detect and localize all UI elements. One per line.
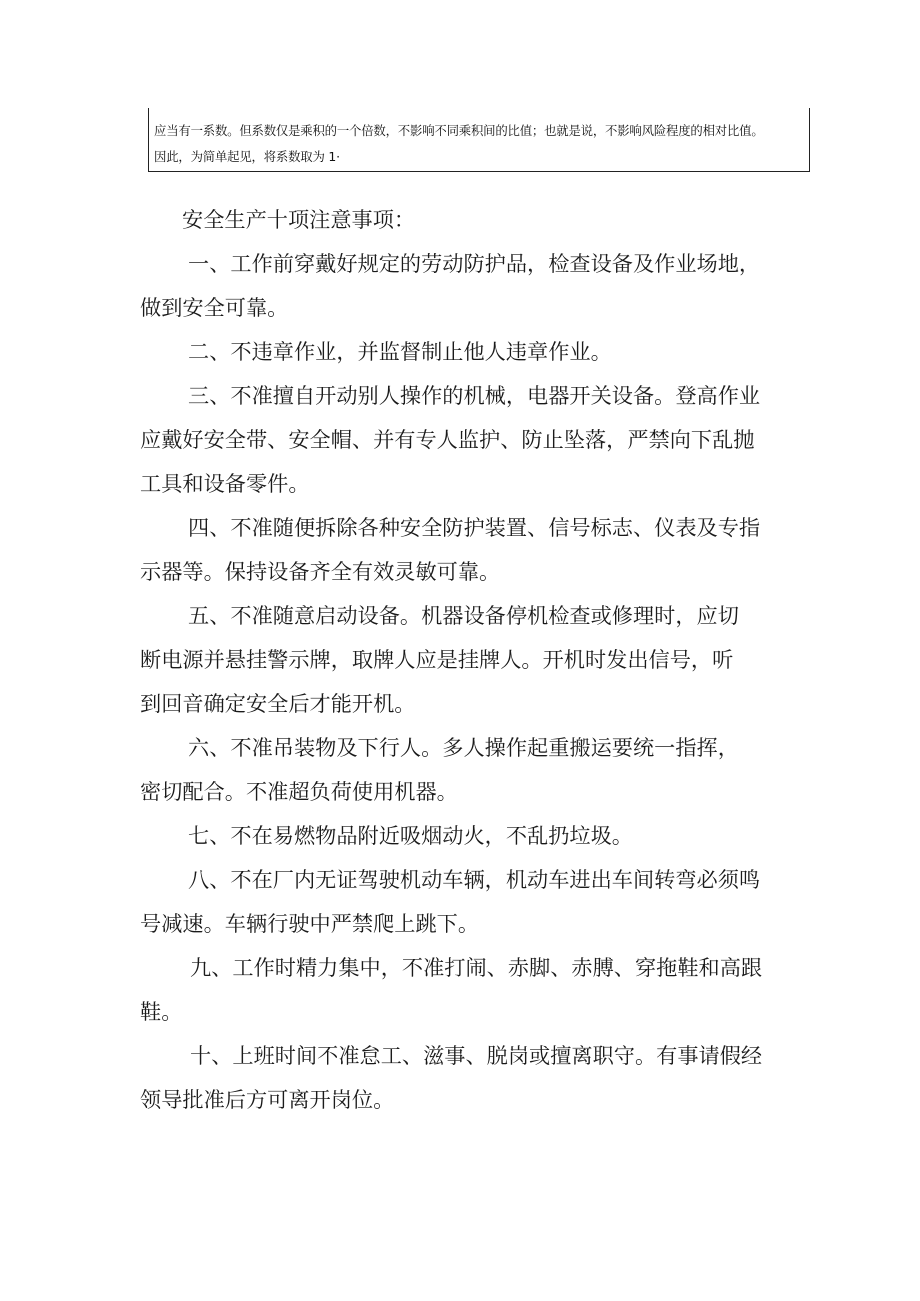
item-line: 九、工作时精力集中，不准打闹、赤脚、赤膊、穿拖鞋和高跟 [190, 955, 763, 980]
item-4 [140, 506, 840, 594]
note-line: 因此，为简单起见，将系数取为 1· [154, 149, 340, 164]
item-6 [140, 726, 840, 814]
note-line: 应当有一系数。但系数仅是乘积的一个倍数，不影响不同乘积间的比值；也就是说，不影响风险程度的相对比值。 [154, 123, 764, 138]
item-line: 一、工作前穿戴好规定的劳动防护品，检查设备及作业场地， [188, 251, 761, 276]
item-line: 五、不准随意启动设备。机器设备停机检查或修理时，应切 [188, 603, 739, 628]
item-line: 鞋。 [140, 999, 183, 1024]
item-5 [140, 594, 840, 726]
table-note-box [148, 108, 810, 172]
item-line: 十、上班时间不准怠工、滋事、脱岗或擅离职守。有事请假经 [190, 1043, 763, 1068]
item-line: 二、不违章作业，并监督制止他人违章作业。 [188, 339, 612, 364]
item-line: 工具和设备零件。 [140, 471, 310, 496]
item-line: 号减速。车辆行驶中严禁爬上跳下。 [140, 911, 480, 936]
item-3 [140, 374, 840, 506]
item-line: 示器等。保持设备齐全有效灵敏可靠。 [140, 559, 501, 584]
item-10 [140, 1034, 840, 1122]
item-line: 到回音确定安全后才能开机。 [140, 691, 416, 716]
item-7 [140, 814, 840, 858]
item-line: 做到安全可靠。 [140, 295, 289, 320]
item-line: 断电源并悬挂警示牌，取牌人应是挂牌人。开机时发出信号，听 [140, 647, 734, 672]
item-line: 六、不准吊装物及下行人。多人操作起重搬运要统一指挥， [188, 735, 739, 760]
item-line: 领导批准后方可离开岗位。 [140, 1087, 395, 1112]
item-line: 八、不在厂内无证驾驶机动车辆，机动车进出车间转弯必须鸣 [188, 867, 761, 892]
item-line: 密切配合。不准超负荷使用机器。 [140, 779, 458, 804]
item-line: 三、不准擅自开动别人操作的机械，电器开关设备。登高作业 [188, 383, 761, 408]
item-1 [140, 242, 840, 330]
item-line: 四、不准随便拆除各种安全防护装置、信号标志、仪表及专指 [188, 515, 761, 540]
item-9 [140, 946, 840, 1034]
item-line: 应戴好安全带、安全帽、并有专人监护、防止坠落，严禁向下乱抛 [140, 427, 755, 452]
item-8 [140, 858, 840, 946]
document-title: 安全生产十项注意事项： [182, 207, 416, 232]
document-body [140, 198, 840, 1122]
item-line: 七、不在易燃物品附近吸烟动火，不乱扔垃圾。 [188, 823, 633, 848]
item-2 [140, 330, 840, 374]
